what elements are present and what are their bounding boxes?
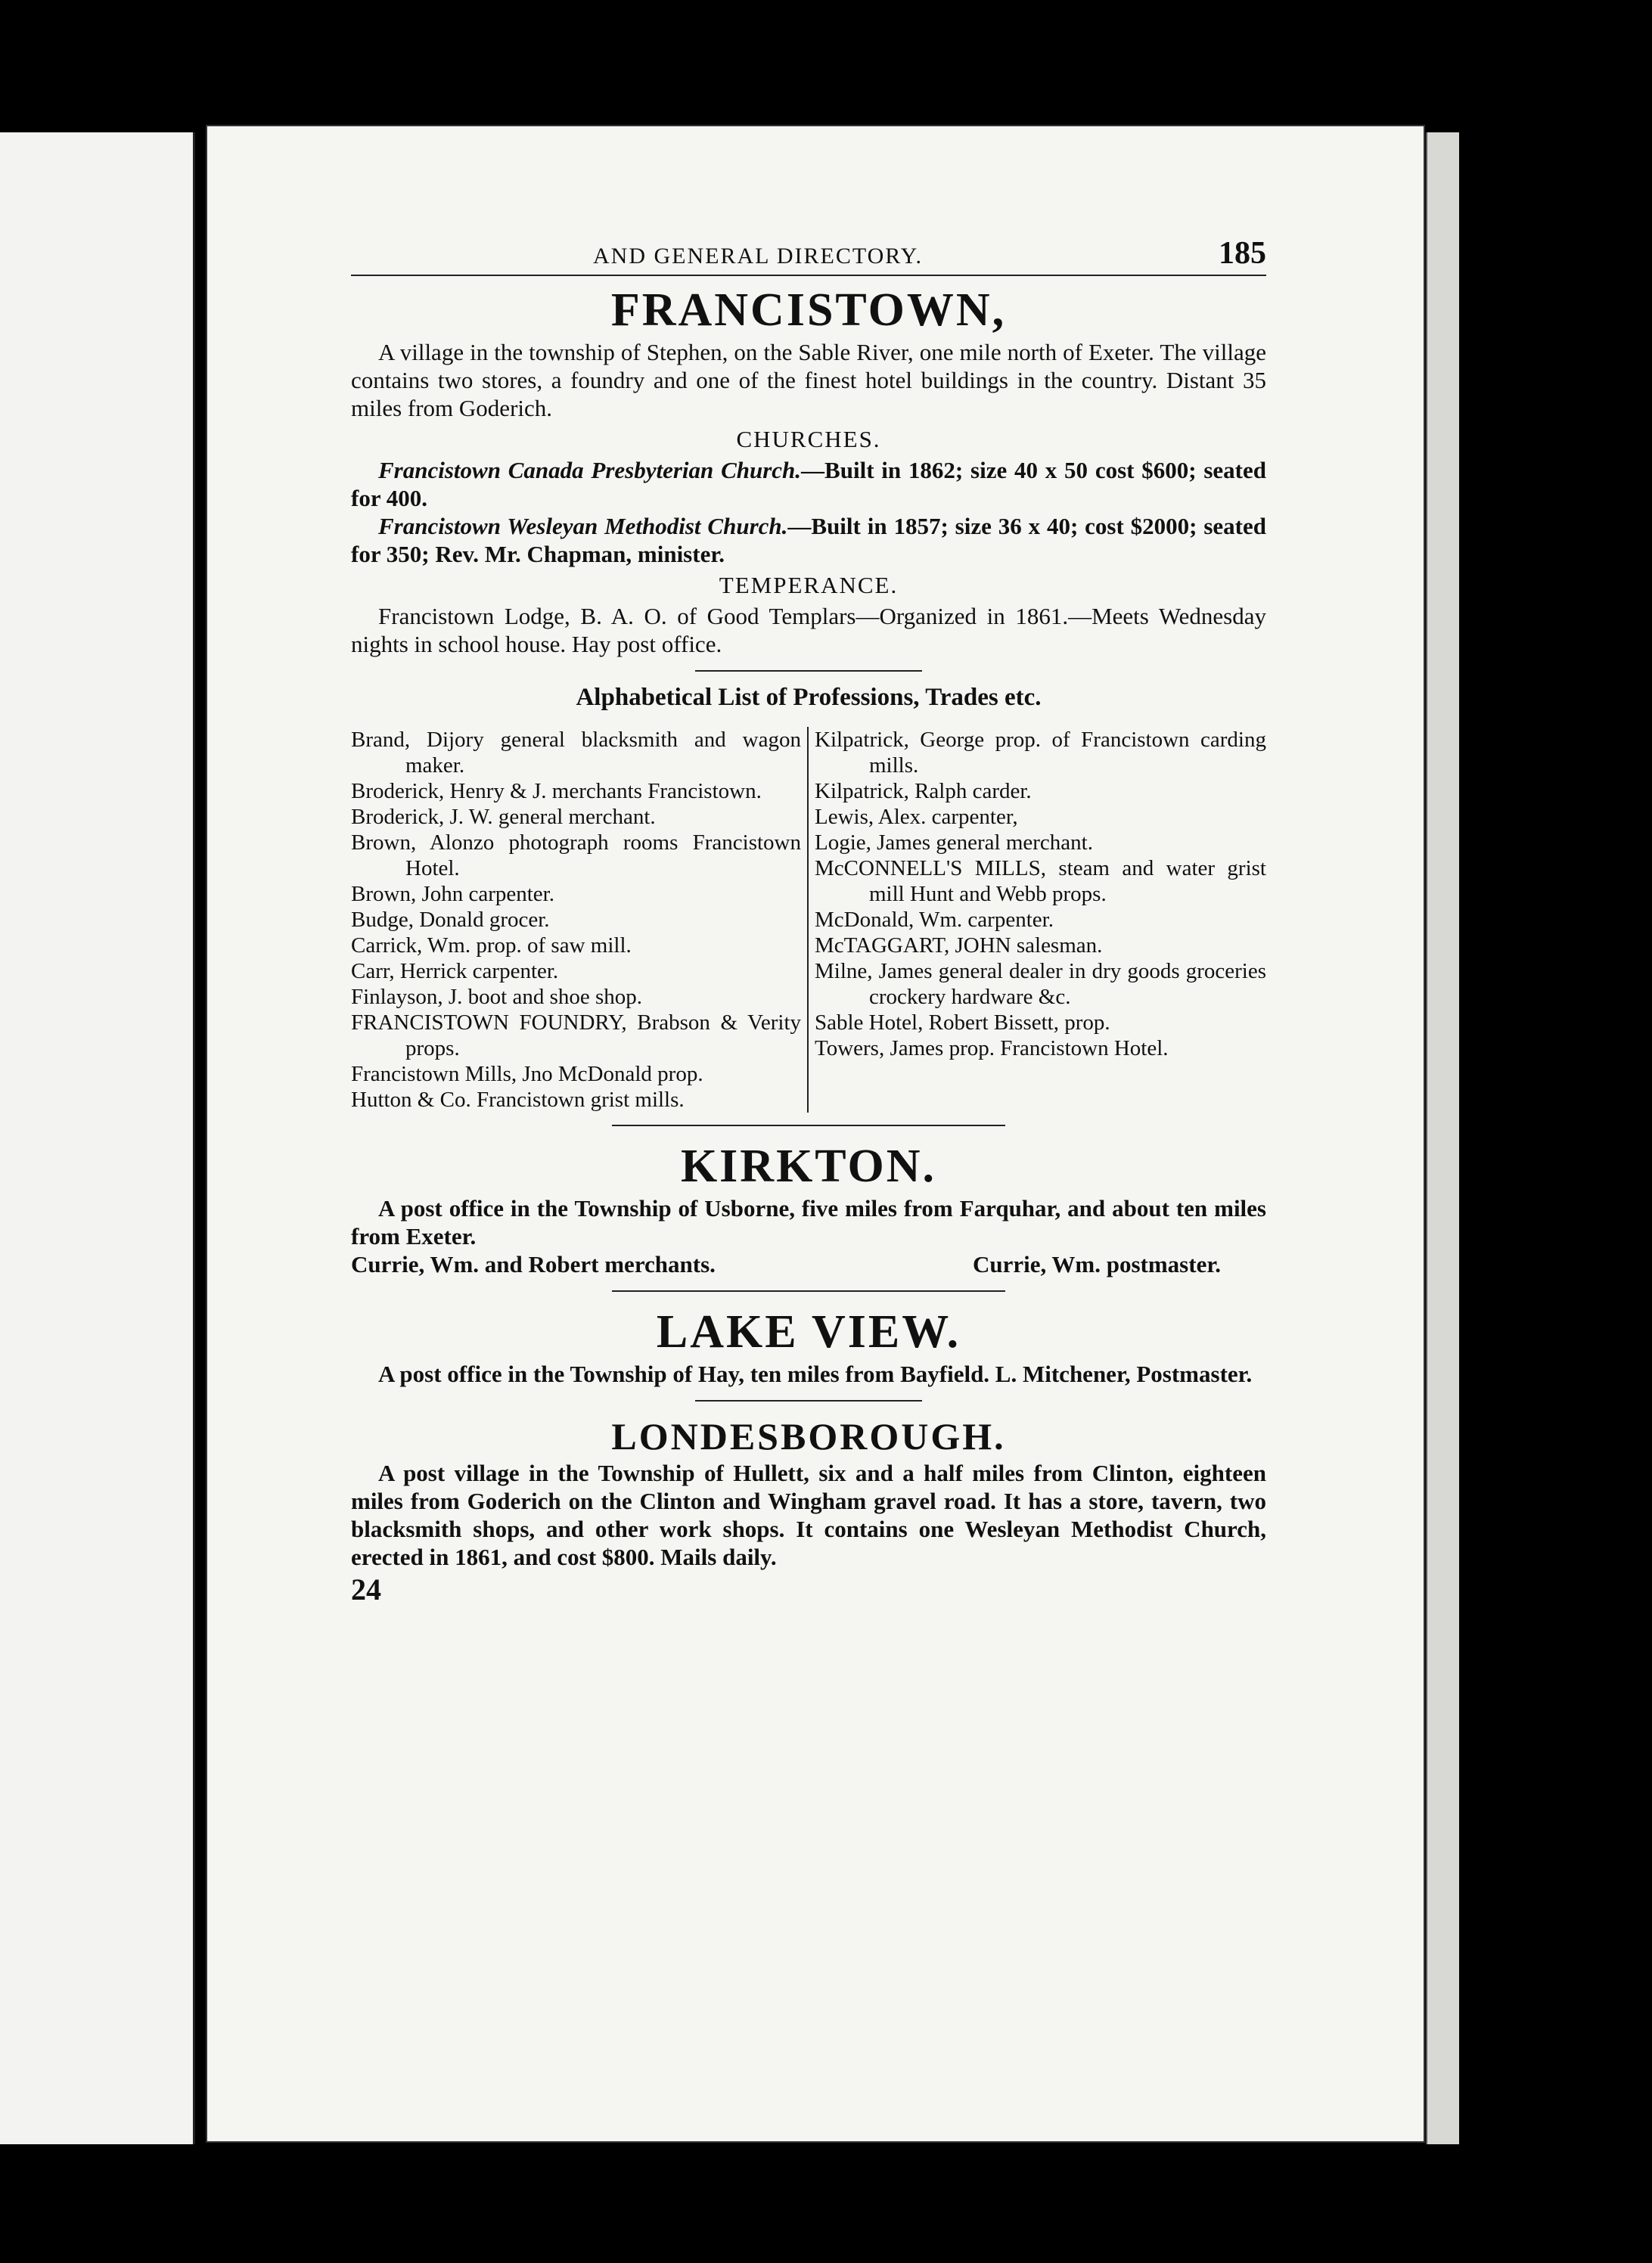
list-item: Hutton & Co. Francistown grist mills. <box>351 1088 685 1112</box>
church-details: —Built in 1862; size 40 x 50 cost $600; seated for 400. <box>351 457 1266 511</box>
list-item: Carrick, Wm. prop. of saw mill. <box>351 933 632 958</box>
list-item: Kilpatrick, George prop. of Francistown carding mills. <box>815 728 1266 778</box>
francistown-title: FRANCISTOWN, <box>610 284 1007 336</box>
church-name: Francistown Wesleyan Methodist Church. <box>378 513 788 539</box>
page-number: 185 <box>1219 236 1266 271</box>
list-item: Brown, Alonzo photograph rooms Francistown Hotel. <box>351 830 801 880</box>
list-item: Broderick, Henry & J. merchants Francistown. <box>351 779 762 803</box>
list-item: Brown, John carpenter. <box>351 882 554 906</box>
list-item: McTAGGART, JOHN salesman. <box>815 933 1103 958</box>
section-divider <box>612 1290 1005 1292</box>
list-item: Brand, Dijory general blacksmith and wagon maker. <box>351 728 801 778</box>
list-item: Towers, James prop. Francistown Hotel. <box>815 1036 1169 1060</box>
list-item: McCONNELL'S MILLS, steam and water grist mill Hunt and Webb props. <box>815 856 1266 906</box>
running-head <box>351 236 1266 276</box>
list-item: Broderick, J. W. general merchant. <box>351 805 656 829</box>
church-details: —Built in 1857; size 36 x 40; cost $2000; seated for 350; Rev. Mr. Chapman, minister. <box>351 513 1266 567</box>
professions-column-right <box>809 727 1266 1113</box>
list-item: Budge, Donald grocer. <box>351 908 550 932</box>
signature-mark: 24 <box>351 1572 381 1606</box>
churches-heading: CHURCHES. <box>736 426 881 452</box>
list-item: Finlayson, J. boot and shoe shop. <box>351 985 643 1009</box>
section-divider <box>695 1400 922 1402</box>
list-item: Sable Hotel, Robert Bissett, prop. <box>815 1010 1110 1035</box>
page-content <box>351 236 1266 1606</box>
kirkton-residents <box>351 1250 1266 1278</box>
section-divider <box>695 670 922 672</box>
londesborough-title: LONDESBOROUGH. <box>611 1415 1006 1457</box>
kirkton-description: A post office in the Township of Usborne, five miles from Farquhar, and about ten miles from Exeter. <box>351 1195 1266 1249</box>
professions-list-heading: Alphabetical List of Professions, Trades etc. <box>576 684 1042 711</box>
adjacent-page-edge <box>0 132 195 2144</box>
church-name: Francistown Canada Presbyterian Church. <box>378 457 802 483</box>
page-stack-edge <box>1426 132 1459 2144</box>
londesborough-body <box>351 1459 1266 1571</box>
church-entry-methodist <box>351 512 1266 568</box>
kirkton-title: KIRKTON. <box>680 1141 937 1192</box>
temperance-heading: TEMPERANCE. <box>719 572 899 598</box>
list-item: Kilpatrick, Ralph carder. <box>815 779 1032 803</box>
temperance-entry: Francistown Lodge, B. A. O. of Good Templars—Organized in 1861.—Meets Wednesday nights in school house. Hay post office. <box>351 603 1266 657</box>
professions-column-left <box>351 727 809 1113</box>
section-divider <box>612 1125 1005 1126</box>
list-item: Logie, James general merchant. <box>815 830 1093 855</box>
kirkton-merchants: Currie, Wm. and Robert merchants. <box>351 1251 716 1277</box>
francistown-description: A village in the township of Stephen, on the Sable River, one mile north of Exeter. The village contains two stores, a foundry and one of the finest hotel buildings in the country. Distant 35 miles from Goderich. <box>351 339 1266 421</box>
directory-page <box>206 125 1425 2143</box>
running-head-title: AND GENERAL DIRECTORY. <box>593 244 923 269</box>
lake-view-description: A post office in the Township of Hay, ten miles from Bayfield. L. Mitchener, Postmaster. <box>378 1361 1253 1387</box>
list-item: Lewis, Alex. carpenter, <box>815 805 1018 829</box>
church-entry-presbyterian <box>351 456 1266 512</box>
list-item: McDonald, Wm. carpenter. <box>815 908 1054 932</box>
list-item: Francistown Mills, Jno McDonald prop. <box>351 1062 703 1086</box>
professions-list <box>351 727 1266 1113</box>
list-item: Milne, James general dealer in dry goods groceries crockery hardware &c. <box>815 959 1266 1009</box>
londesborough-description: A post village in the Township of Hullett, six and a half miles from Clinton, eighteen miles from Goderich on the Clinton and Wingham gravel road. It has a store, tavern, two blacksmith shops, and other work shops. It contains one Wesleyan Methodist Church, erected in 1861, and cost $800. Mails daily. <box>351 1460 1266 1570</box>
list-item: Carr, Herrick carpenter. <box>351 959 559 983</box>
kirkton-postmaster: Currie, Wm. postmaster. <box>972 1251 1221 1277</box>
lake-view-title: LAKE VIEW. <box>656 1306 961 1358</box>
list-item: FRANCISTOWN FOUNDRY, Brabson & Verity props. <box>351 1010 801 1060</box>
